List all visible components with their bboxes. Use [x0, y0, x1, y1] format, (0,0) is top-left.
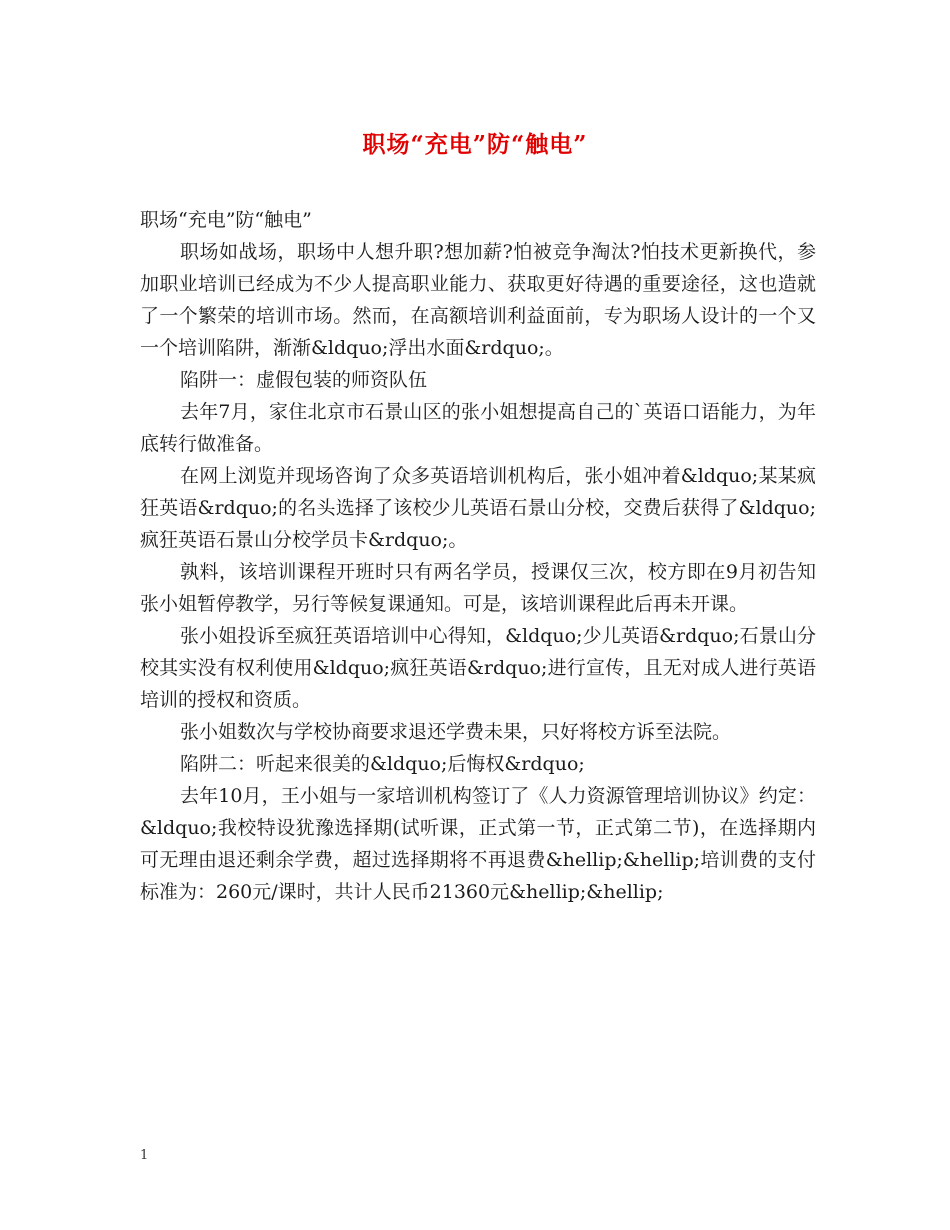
paragraph: 去年10月，王小姐与一家培训机构签订了《人力资源管理培训协议》约定：&ldquo;我校特设犹豫选择期(试听课，正式第一节，正式第二节)，在选择期内可无理由退还剩余学费，超过选择期将不再退费&hellip;&hellip;培训费的支付标准为：260元/课时，共计人民币21360元&hellip;&hellip; — [140, 785, 816, 903]
document-title: 职场“充电”防“触电” — [362, 131, 588, 158]
paragraph: 张小姐数次与学校协商要求退还学费未果，只好将校方诉至法院。 — [180, 721, 732, 743]
paragraph: 在网上浏览并现场咨询了众多英语培训机构后，张小姐冲着&ldquo;某某疯狂英语&rdquo;的名头选择了该校少儿英语石景山分校，交费后获得了&ldquo;疯狂英语石景山分校学员卡&rdquo;。 — [140, 465, 816, 551]
page-number: 1 — [140, 1148, 149, 1163]
section-heading: 陷阱二：听起来很美的&ldquo;后悔权&rdquo; — [180, 753, 585, 775]
paragraph: 张小姐投诉至疯狂英语培训中心得知，&ldquo;少儿英语&rdquo;石景山分校其实没有权利使用&ldquo;疯狂英语&rdquo;进行宣传，且无对成人进行英语培训的授权和资质。 — [140, 625, 816, 711]
paragraph: 孰料，该培训课程开班时只有两名学员，授课仅三次，校方即在9月初告知张小姐暂停教学，另行等候复课通知。可是，该培训课程此后再未开课。 — [140, 561, 816, 615]
paragraph: 去年7月，家住北京市石景山区的张小姐想提高自己的`英语口语能力，为年底转行做准备。 — [140, 401, 816, 455]
section-heading: 陷阱一：虚假包装的师资队伍 — [180, 369, 428, 391]
document-body — [140, 204, 816, 908]
paragraph: 职场如战场，职场中人想升职?想加薪?怕被竞争淘汰?怕技术更新换代，参加职业培训已经成为不少人提高职业能力、获取更好待遇的重要途径，这也造就了一个繁荣的培训市场。然而，在高额培训利益面前，专为职场人设计的一个又一个培训陷阱，渐渐&ldquo;浮出水面&rdquo;。 — [140, 241, 816, 359]
paragraph: 职场“充电”防“触电” — [140, 209, 312, 231]
